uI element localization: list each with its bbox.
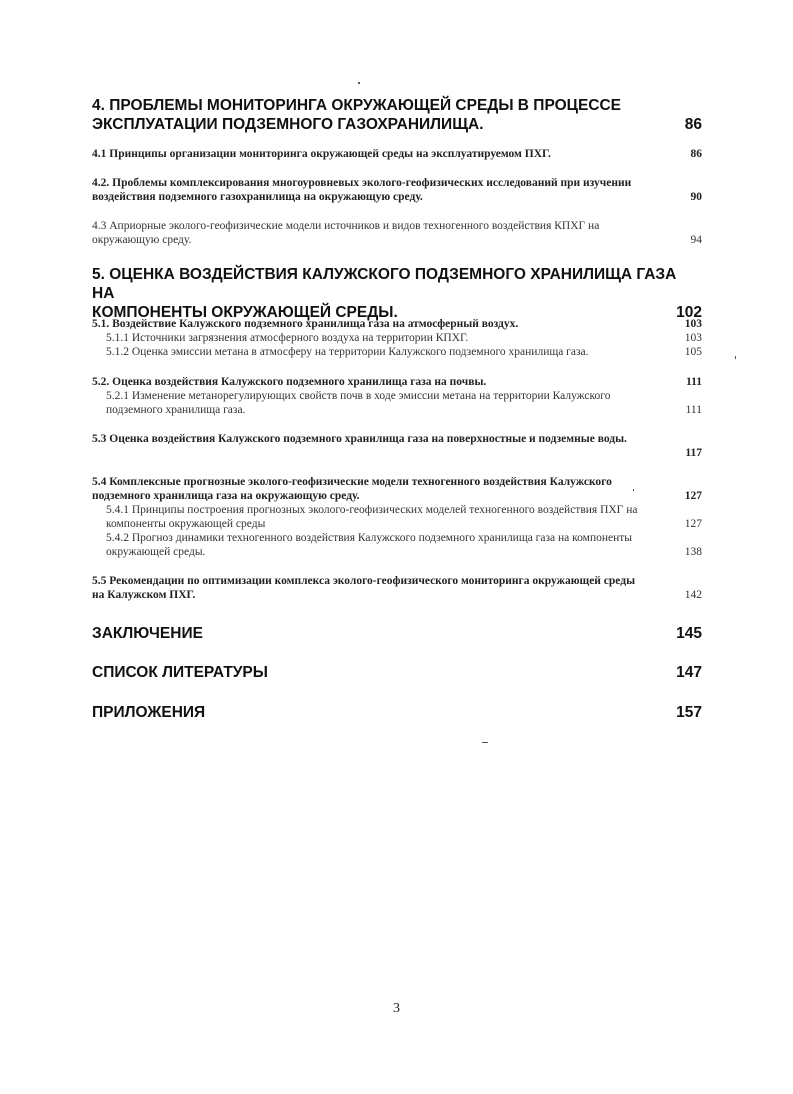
- chapter-4-title-line2: ЭКСПЛУАТАЦИИ ПОДЗЕМНОГО ГАЗОХРАНИЛИЩА.: [92, 116, 484, 133]
- chapter-4-title-line1: 4. ПРОБЛЕМЫ МОНИТОРИНГА ОКРУЖАЮЩЕЙ СРЕДЫ В ПРОЦЕССЕ: [92, 97, 622, 114]
- section-5-1-2-title: 5.1.2 Оценка эмиссии метана в атмосферу на территории Калужского подземного хранилища газа.: [106, 346, 589, 358]
- toc-section-5-4-1: [106, 503, 702, 531]
- chapter-4-title-line2-row: [92, 115, 702, 134]
- section-5-5-title-line2-row: [92, 588, 702, 602]
- section-5-4-title-line2: подземного хранилища газа на окружающую среду.: [92, 490, 360, 502]
- scan-speck: [633, 489, 634, 491]
- toc-chapter-4: [92, 96, 702, 134]
- section-5-4-1-title-line2-row: [106, 517, 702, 531]
- toc-section-5-2-1: [106, 389, 702, 417]
- toc-section-5-2: [92, 375, 702, 389]
- appendices-page: 157: [676, 704, 702, 721]
- section-5-4-2-title-line1: 5.4.2 Прогноз динамики техногенного воздействия Калужского подземного хранилища газа на компоненты: [106, 532, 633, 544]
- section-5-2-1-page: 111: [685, 404, 702, 416]
- toc-section-5-1-2: [106, 345, 702, 359]
- section-5-1-page: 103: [684, 318, 702, 330]
- toc-section-4-3: [92, 219, 702, 247]
- section-4-1-page: 86: [690, 148, 702, 160]
- chapter-5-title-line2: КОМПОНЕНТЫ ОКРУЖАЮЩЕЙ СРЕДЫ.: [92, 304, 398, 321]
- section-5-3-title: 5.3 Оценка воздействия Калужского подземного хранилища газа на поверхностные и подземные воды.: [92, 433, 627, 445]
- toc-section-4-1: [92, 147, 702, 161]
- section-5-3-page: 117: [685, 447, 702, 459]
- chapter-4-page: 86: [684, 116, 702, 133]
- section-5-4-1-title-line2: компоненты окружающей среды: [106, 518, 266, 530]
- section-4-2-title-line2-row: [92, 190, 702, 204]
- section-5-2-1-title-line2: подземного хранилища газа.: [106, 404, 246, 416]
- section-4-2-page: 90: [690, 191, 702, 203]
- section-5-4-2-title-line2-row: [106, 545, 702, 559]
- section-5-2-1-title-line2-row: [106, 403, 702, 417]
- section-5-5-page: 142: [684, 589, 702, 601]
- section-5-4-2-page: 138: [684, 546, 702, 558]
- toc-conclusion: [92, 624, 702, 643]
- section-5-2-title: 5.2. Оценка воздействия Калужского подземного хранилища газа на почвы.: [92, 376, 487, 388]
- toc-section-5-4-2: [106, 531, 702, 559]
- toc-section-4-2: [92, 176, 702, 204]
- section-5-1-2-page: 105: [684, 346, 702, 358]
- section-5-4-2-title-line2: окружающей среды.: [106, 546, 206, 558]
- section-5-5-title-line2: на Калужском ПХГ.: [92, 589, 196, 601]
- references-title: СПИСОК ЛИТЕРАТУРЫ: [92, 664, 268, 681]
- section-5-4-1-title-line1: 5.4.1 Принципы построения прогнозных эколого-геофизических моделей техногенного воздействия ПХГ на: [106, 504, 638, 516]
- section-5-5-title-line1: 5.5 Рекомендации по оптимизации комплекса эколого-геофизического мониторинга окружающей среды: [92, 575, 636, 587]
- section-4-3-title-line2-row: [92, 233, 702, 247]
- toc-appendices: [92, 703, 702, 722]
- section-5-4-title-line1: 5.4 Комплексные прогнозные эколого-геофизические модели техногенного воздействия Калужского: [92, 476, 612, 488]
- page-number: 3: [393, 1001, 400, 1016]
- section-4-3-title-line1: 4.3 Априорные эколого-геофизические модели источников и видов техногенного воздействия КПХГ на: [92, 220, 600, 232]
- section-5-2-page: 111: [686, 376, 702, 388]
- toc-chapter-5: [92, 265, 702, 322]
- scan-speck: [482, 742, 488, 743]
- chapter-5-title-line1: 5. ОЦЕНКА ВОЗДЕЙСТВИЯ КАЛУЖСКОГО ПОДЗЕМНОГО ХРАНИЛИЩА ГАЗА НА: [92, 266, 677, 302]
- conclusion-title: ЗАКЛЮЧЕНИЕ: [92, 625, 203, 642]
- toc-section-5-1-1: [106, 331, 702, 345]
- section-4-2-title-line2: воздействия подземного газохранилища на окружающую среду.: [92, 191, 423, 203]
- section-5-1-1-title: 5.1.1 Источники загрязнения атмосферного воздуха на территории КПХГ.: [106, 332, 469, 344]
- references-page: 147: [676, 664, 702, 681]
- section-5-4-1-page: 127: [684, 518, 702, 530]
- section-4-3-page: 94: [690, 234, 702, 246]
- toc-section-5-5: [92, 574, 702, 602]
- section-4-2-title-line1: 4.2. Проблемы комплексирования многоуровневых эколого-геофизических исследований при изучении: [92, 177, 632, 189]
- section-5-2-1-title-line1: 5.2.1 Изменение метанорегулирующих свойств почв в ходе эмиссии метана на территории Калужского: [106, 390, 611, 402]
- section-4-1-title: 4.1 Принципы организации мониторинга окружающей среды на эксплуатируемом ПХГ.: [92, 148, 551, 160]
- section-5-4-title-line2-row: [92, 489, 702, 503]
- chapter-5-page: 102: [676, 304, 702, 321]
- toc-section-5-1: [92, 317, 702, 331]
- scan-speck: [735, 356, 736, 359]
- conclusion-page: 145: [676, 625, 702, 642]
- appendices-title: ПРИЛОЖЕНИЯ: [92, 704, 206, 721]
- section-5-4-page: 127: [684, 490, 702, 502]
- toc-section-5-4: [92, 475, 702, 503]
- toc-references: [92, 663, 702, 682]
- section-5-1-title: 5.1. Воздействие Калужского подземного хранилища газа на атмосферный воздух.: [92, 318, 519, 330]
- scan-speck: [358, 82, 360, 84]
- section-5-1-1-page: 103: [684, 332, 702, 344]
- toc-section-5-3: [92, 432, 702, 460]
- section-4-3-title-line2: окружающую среду.: [92, 234, 192, 246]
